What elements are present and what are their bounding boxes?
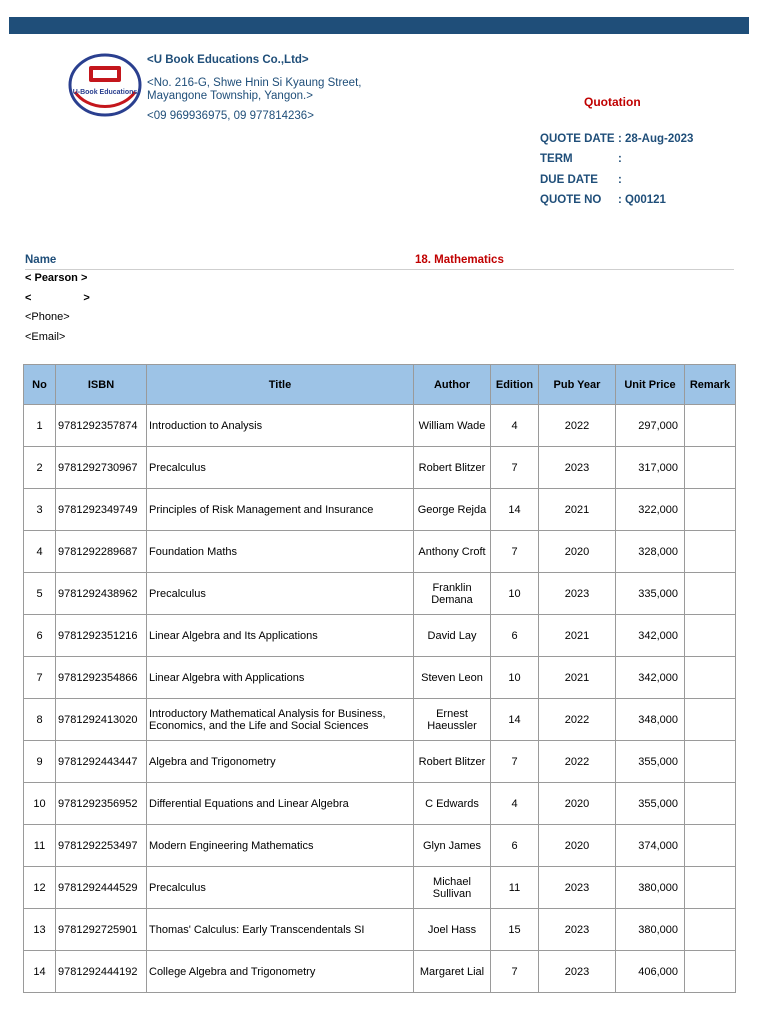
col-header-author: Author bbox=[414, 365, 491, 405]
top-banner bbox=[9, 17, 749, 34]
table-row bbox=[24, 489, 736, 531]
cell-pub-year: 2023 bbox=[539, 909, 616, 951]
due-date-label: DUE DATE bbox=[540, 174, 598, 186]
cell-pub-year: 2022 bbox=[539, 741, 616, 783]
cell-title: Introductory Mathematical Analysis for Business, Economics, and the Life and Social Sciences bbox=[147, 699, 414, 741]
cell-title: College Algebra and Trigonometry bbox=[147, 951, 414, 993]
cell-title: Precalculus bbox=[147, 447, 414, 489]
cell-edition: 14 bbox=[491, 699, 539, 741]
due-date-value: : bbox=[618, 174, 622, 186]
cell-author: Ernest Haeussler bbox=[414, 699, 491, 741]
cell-title: Linear Algebra and Its Applications bbox=[147, 615, 414, 657]
table-row bbox=[24, 825, 736, 867]
cell-pub-year: 2023 bbox=[539, 573, 616, 615]
cell-unit-price: 355,000 bbox=[616, 783, 685, 825]
cell-edition: 6 bbox=[491, 615, 539, 657]
company-address bbox=[147, 77, 361, 103]
table-row bbox=[24, 615, 736, 657]
cell-title: Algebra and Trigonometry bbox=[147, 741, 414, 783]
cell-title: Thomas' Calculus: Early Transcendentals SI bbox=[147, 909, 414, 951]
cell-author: David Lay bbox=[414, 615, 491, 657]
cell-remark bbox=[685, 531, 736, 573]
cell-isbn: 9781292438962 bbox=[56, 573, 147, 615]
cell-unit-price: 380,000 bbox=[616, 867, 685, 909]
col-header-remark: Remark bbox=[685, 365, 736, 405]
cell-title: Principles of Risk Management and Insurance bbox=[147, 489, 414, 531]
cell-edition: 7 bbox=[491, 447, 539, 489]
table-row bbox=[24, 531, 736, 573]
cell-isbn: 9781292357874 bbox=[56, 405, 147, 447]
cell-no: 2 bbox=[24, 447, 56, 489]
cell-edition: 15 bbox=[491, 909, 539, 951]
due-date-row bbox=[540, 174, 622, 186]
col-header-title: Title bbox=[147, 365, 414, 405]
cell-pub-year: 2023 bbox=[539, 867, 616, 909]
cell-pub-year: 2021 bbox=[539, 657, 616, 699]
cell-no: 11 bbox=[24, 825, 56, 867]
cell-remark bbox=[685, 489, 736, 531]
cell-unit-price: 322,000 bbox=[616, 489, 685, 531]
cell-no: 13 bbox=[24, 909, 56, 951]
table-row bbox=[24, 405, 736, 447]
cell-isbn: 9781292349749 bbox=[56, 489, 147, 531]
cell-author: Joel Hass bbox=[414, 909, 491, 951]
cell-isbn: 9781292730967 bbox=[56, 447, 147, 489]
company-address-line2: Mayangone Township, Yangon.> bbox=[147, 90, 313, 102]
table-header-row bbox=[24, 365, 736, 405]
table-row bbox=[24, 867, 736, 909]
cell-unit-price: 317,000 bbox=[616, 447, 685, 489]
cell-title: Modern Engineering Mathematics bbox=[147, 825, 414, 867]
col-header-isbn: ISBN bbox=[56, 365, 147, 405]
company-address-line1: <No. 216-G, Shwe Hnin Si Kyaung Street, bbox=[147, 77, 362, 89]
cell-remark bbox=[685, 447, 736, 489]
cell-edition: 10 bbox=[491, 573, 539, 615]
cell-pub-year: 2021 bbox=[539, 489, 616, 531]
quote-no-label: QUOTE NO bbox=[540, 194, 602, 206]
cell-edition: 7 bbox=[491, 951, 539, 993]
cell-author: Michael Sullivan bbox=[414, 867, 491, 909]
cell-isbn: 9781292354866 bbox=[56, 657, 147, 699]
cell-unit-price: 335,000 bbox=[616, 573, 685, 615]
cell-edition: 14 bbox=[491, 489, 539, 531]
cell-unit-price: 374,000 bbox=[616, 825, 685, 867]
cell-isbn: 9781292253497 bbox=[56, 825, 147, 867]
cell-unit-price: 297,000 bbox=[616, 405, 685, 447]
cell-author: C Edwards bbox=[414, 783, 491, 825]
cell-edition: 10 bbox=[491, 657, 539, 699]
cell-pub-year: 2023 bbox=[539, 447, 616, 489]
quote-date-value: : 28-Aug-2023 bbox=[618, 133, 694, 145]
cell-unit-price: 342,000 bbox=[616, 615, 685, 657]
table-row bbox=[24, 783, 736, 825]
customer-company: < Pearson > bbox=[25, 272, 88, 284]
cell-no: 14 bbox=[24, 951, 56, 993]
cell-remark bbox=[685, 951, 736, 993]
cell-pub-year: 2020 bbox=[539, 531, 616, 573]
cell-unit-price: 328,000 bbox=[616, 531, 685, 573]
table-row bbox=[24, 447, 736, 489]
cell-isbn: 9781292444529 bbox=[56, 867, 147, 909]
cell-no: 3 bbox=[24, 489, 56, 531]
cell-edition: 6 bbox=[491, 825, 539, 867]
cell-author: George Rejda bbox=[414, 489, 491, 531]
cell-title: Linear Algebra with Applications bbox=[147, 657, 414, 699]
cell-author: Robert Blitzer bbox=[414, 741, 491, 783]
cell-author: Franklin Demana bbox=[414, 573, 491, 615]
cell-unit-price: 406,000 bbox=[616, 951, 685, 993]
cell-isbn: 9781292443447 bbox=[56, 741, 147, 783]
term-value: : bbox=[618, 153, 622, 165]
term-row bbox=[540, 153, 622, 165]
cell-unit-price: 342,000 bbox=[616, 657, 685, 699]
cell-title: Precalculus bbox=[147, 867, 414, 909]
cell-title: Differential Equations and Linear Algebra bbox=[147, 783, 414, 825]
table-row bbox=[24, 741, 736, 783]
cell-edition: 4 bbox=[491, 405, 539, 447]
cell-isbn: 9781292444192 bbox=[56, 951, 147, 993]
cell-no: 4 bbox=[24, 531, 56, 573]
table-row bbox=[24, 951, 736, 993]
cell-remark bbox=[685, 783, 736, 825]
cell-no: 9 bbox=[24, 741, 56, 783]
cell-unit-price: 348,000 bbox=[616, 699, 685, 741]
table-row bbox=[24, 909, 736, 951]
cell-no: 6 bbox=[24, 615, 56, 657]
cell-isbn: 9781292351216 bbox=[56, 615, 147, 657]
cell-pub-year: 2021 bbox=[539, 615, 616, 657]
cell-no: 8 bbox=[24, 699, 56, 741]
divider bbox=[25, 269, 734, 270]
cell-pub-year: 2022 bbox=[539, 405, 616, 447]
cell-unit-price: 380,000 bbox=[616, 909, 685, 951]
cell-title: Precalculus bbox=[147, 573, 414, 615]
quote-no-value: : Q00121 bbox=[618, 194, 666, 206]
cell-author: Steven Leon bbox=[414, 657, 491, 699]
cell-isbn: 9781292725901 bbox=[56, 909, 147, 951]
cell-remark bbox=[685, 741, 736, 783]
cell-edition: 11 bbox=[491, 867, 539, 909]
cell-no: 12 bbox=[24, 867, 56, 909]
quote-date-label: QUOTE DATE bbox=[540, 133, 615, 145]
company-phone: <09 969936975, 09 977814236> bbox=[147, 110, 314, 122]
cell-remark bbox=[685, 573, 736, 615]
col-header-no: No bbox=[24, 365, 56, 405]
customer-name-label: Name bbox=[25, 254, 57, 266]
customer-phone: <Phone> bbox=[25, 311, 70, 323]
cell-title: Introduction to Analysis bbox=[147, 405, 414, 447]
document-title: Quotation bbox=[584, 95, 641, 109]
cell-no: 10 bbox=[24, 783, 56, 825]
quote-date-row bbox=[540, 133, 693, 145]
company-logo bbox=[67, 52, 143, 118]
cell-remark bbox=[685, 825, 736, 867]
customer-address: < > bbox=[25, 292, 90, 304]
cell-author: Glyn James bbox=[414, 825, 491, 867]
cell-isbn: 9781292356952 bbox=[56, 783, 147, 825]
col-header-pub-year: Pub Year bbox=[539, 365, 616, 405]
quote-no-row bbox=[540, 194, 666, 206]
cell-pub-year: 2020 bbox=[539, 783, 616, 825]
logo-text: U-Book Educations bbox=[72, 89, 138, 96]
cell-pub-year: 2020 bbox=[539, 825, 616, 867]
cell-edition: 4 bbox=[491, 783, 539, 825]
col-header-edition: Edition bbox=[491, 365, 539, 405]
table-row bbox=[24, 699, 736, 741]
cell-edition: 7 bbox=[491, 531, 539, 573]
term-label: TERM bbox=[540, 153, 573, 165]
cell-remark bbox=[685, 657, 736, 699]
cell-isbn: 9781292289687 bbox=[56, 531, 147, 573]
cell-remark bbox=[685, 909, 736, 951]
cell-pub-year: 2022 bbox=[539, 699, 616, 741]
cell-isbn: 9781292413020 bbox=[56, 699, 147, 741]
cell-remark bbox=[685, 405, 736, 447]
customer-email: <Email> bbox=[25, 331, 66, 343]
cell-author: William Wade bbox=[414, 405, 491, 447]
cell-no: 5 bbox=[24, 573, 56, 615]
quotation-table bbox=[23, 364, 736, 993]
cell-author: Robert Blitzer bbox=[414, 447, 491, 489]
col-header-unit-price: Unit Price bbox=[616, 365, 685, 405]
cell-remark bbox=[685, 615, 736, 657]
cell-no: 1 bbox=[24, 405, 56, 447]
cell-remark bbox=[685, 867, 736, 909]
cell-remark bbox=[685, 699, 736, 741]
subject-title: 18. Mathematics bbox=[415, 254, 504, 266]
cell-title: Foundation Maths bbox=[147, 531, 414, 573]
table-row bbox=[24, 657, 736, 699]
table-row bbox=[24, 573, 736, 615]
cell-author: Anthony Croft bbox=[414, 531, 491, 573]
cell-pub-year: 2023 bbox=[539, 951, 616, 993]
cell-unit-price: 355,000 bbox=[616, 741, 685, 783]
cell-no: 7 bbox=[24, 657, 56, 699]
cell-author: Margaret Lial bbox=[414, 951, 491, 993]
company-name: <U Book Educations Co.,Ltd> bbox=[147, 54, 309, 66]
cell-edition: 7 bbox=[491, 741, 539, 783]
